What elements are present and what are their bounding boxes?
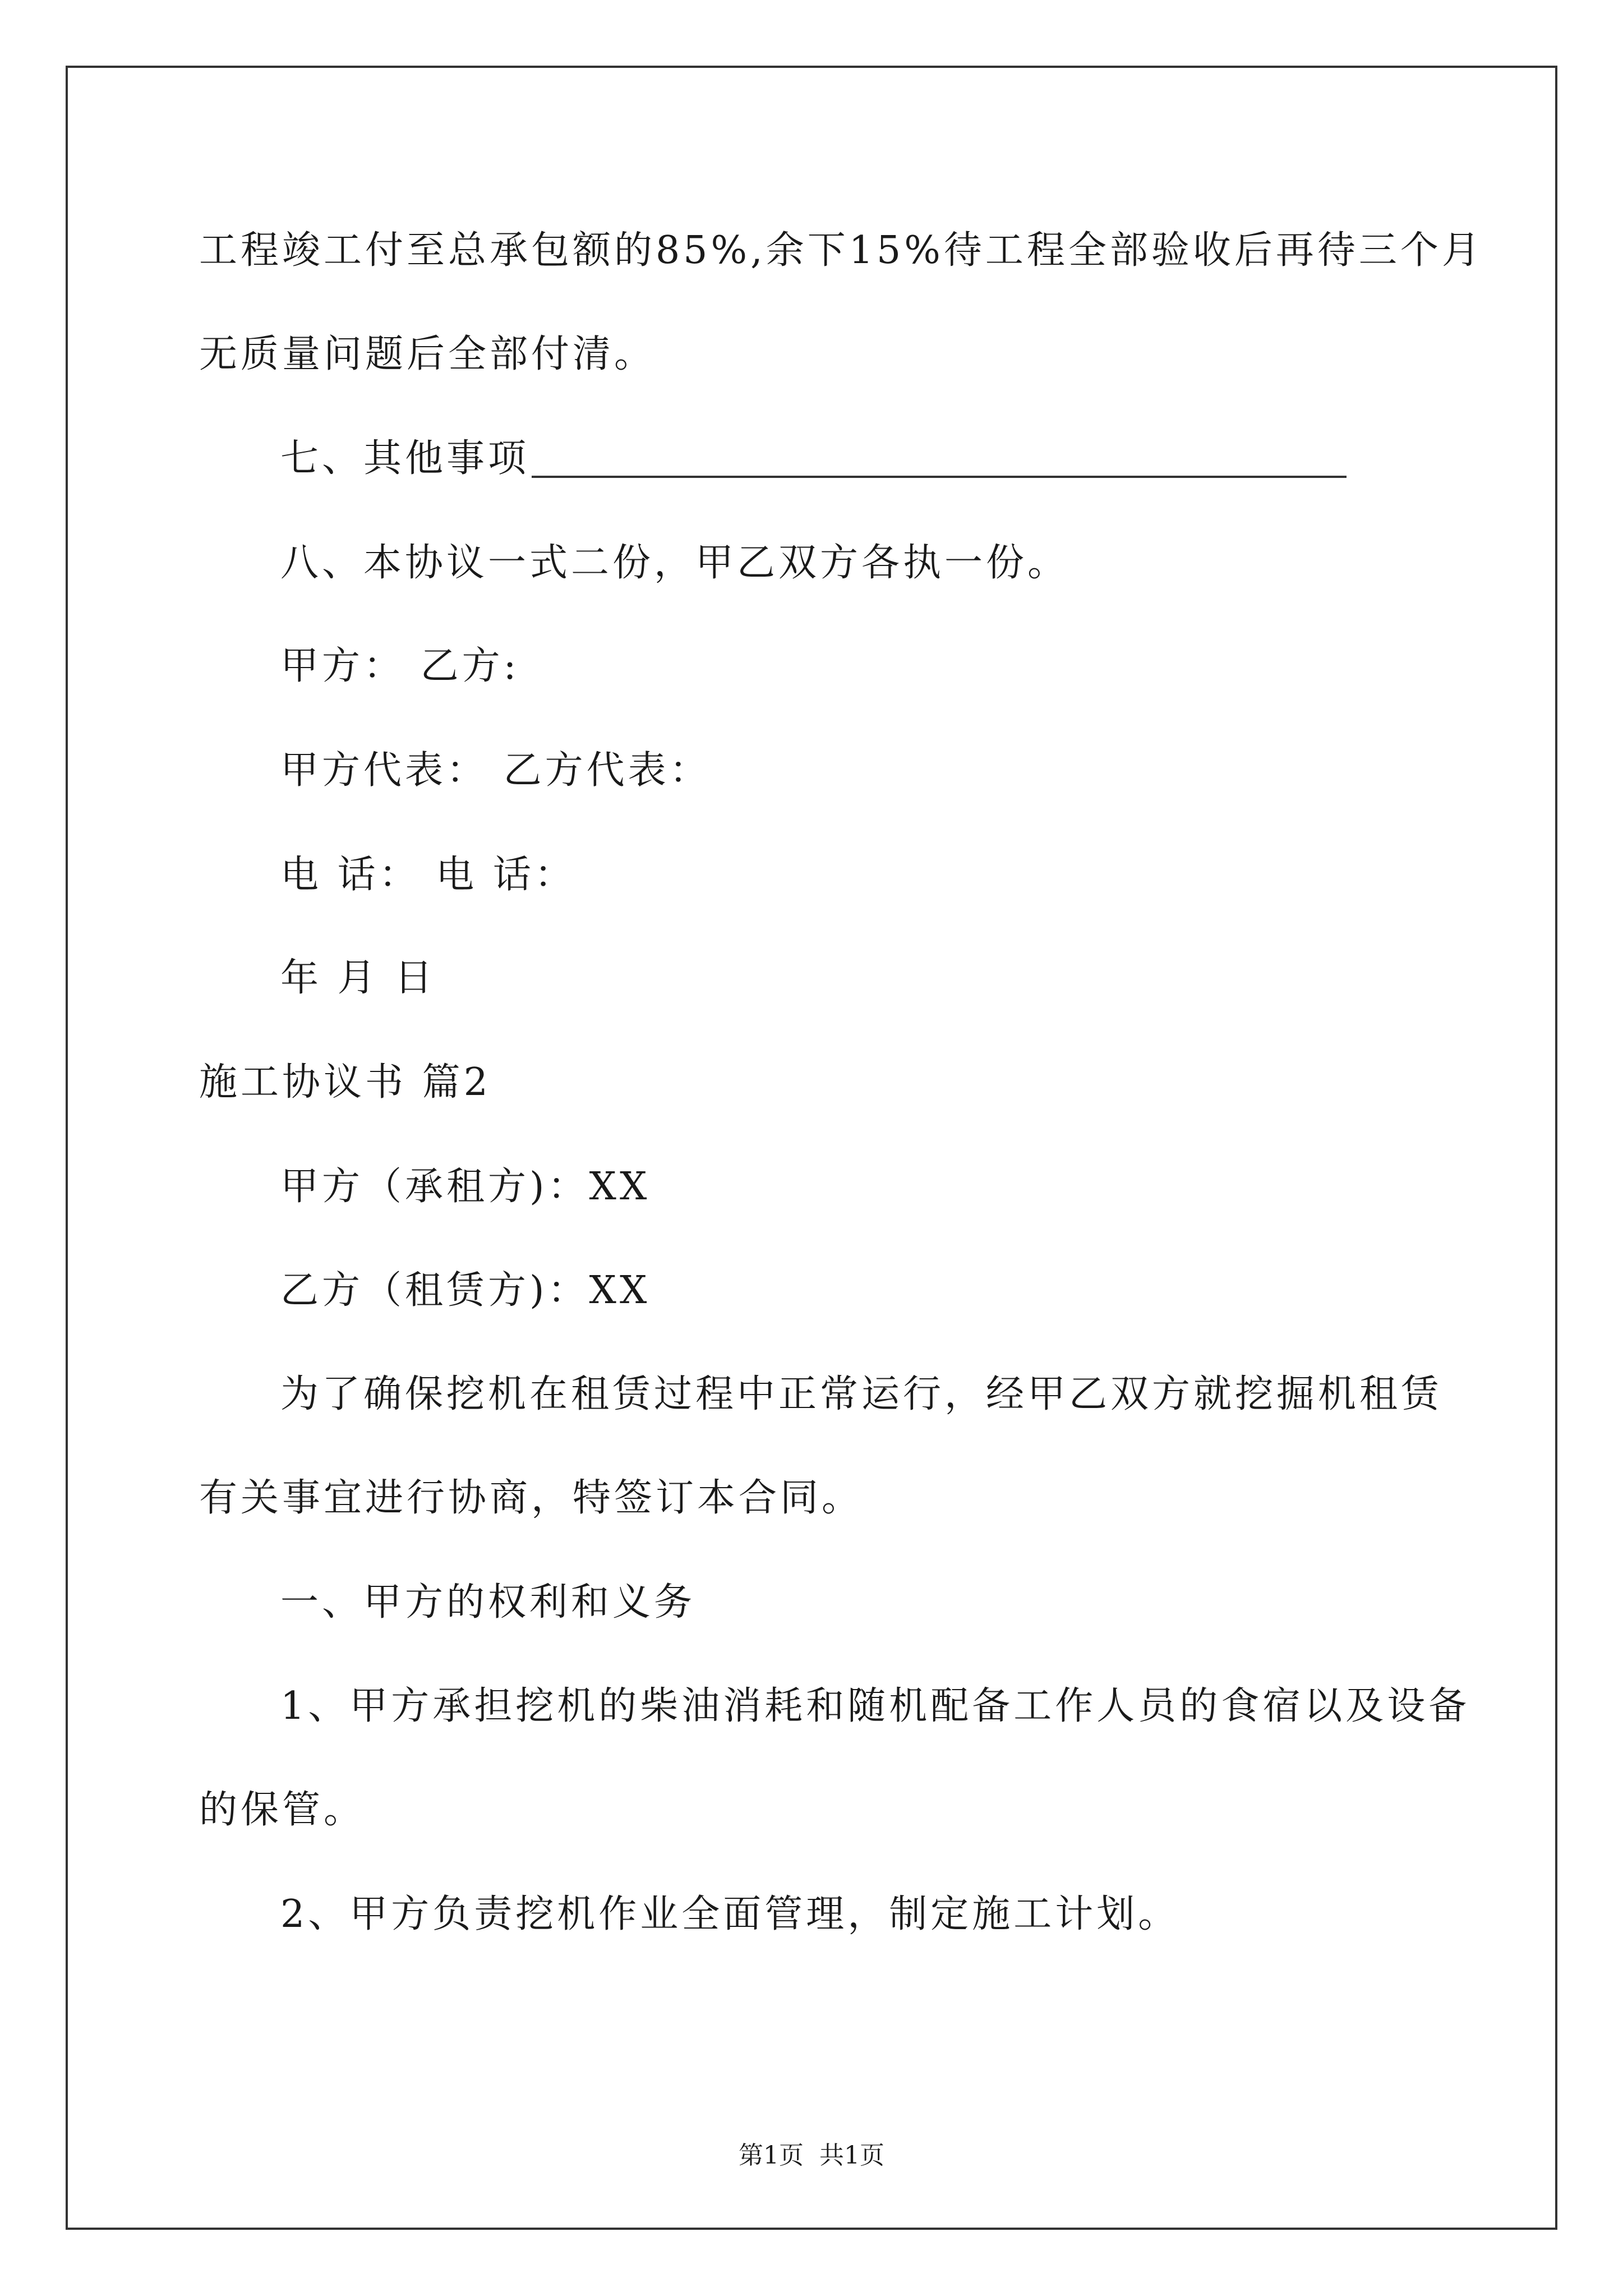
clause-other-matters <box>280 436 1347 481</box>
party-b-line: 乙方（租赁方)：XX <box>280 1268 651 1313</box>
paragraph-line: 1、甲方承担挖机的柴油消耗和随机配备工作人员的食宿以及设备 <box>280 1684 1470 1728</box>
clause-label: 七、其他事项 <box>280 436 530 481</box>
paragraph-line: 工程竣工付至总承包额的85%,余下15%待工程全部验收后再待三个月 <box>199 228 1483 273</box>
paragraph-line: 2、甲方负责挖机作业全面管理，制定施工计划。 <box>280 1892 1180 1936</box>
paragraph-line: 无质量问题后全部付清。 <box>199 332 656 376</box>
section-heading: 施工协议书 篇2 <box>199 1060 491 1105</box>
page-number-total: 共1页 <box>819 2141 884 2170</box>
clause-heading: 一、甲方的权利和义务 <box>280 1580 696 1625</box>
paragraph-line: 有关事宜进行协商，特签订本合同。 <box>199 1476 864 1520</box>
party-representatives-line: 甲方代表： 乙方代表： <box>280 748 711 793</box>
page-footer <box>0 2143 1623 2168</box>
paragraph-line: 为了确保挖机在租赁过程中正常运行，经甲乙双方就挖掘机租赁 <box>280 1372 1443 1416</box>
date-line: 年 月 日 <box>280 956 436 1000</box>
page-number-current: 第1页 <box>739 2141 804 2170</box>
paragraph-line: 八、本协议一式二份，甲乙双方各执一份。 <box>280 541 1069 585</box>
paragraph-line: 的保管。 <box>199 1788 366 1832</box>
fill-in-blank <box>532 440 1347 478</box>
party-a-line: 甲方（承租方)：XX <box>280 1165 651 1209</box>
phone-line: 电 话： 电 话： <box>280 853 576 897</box>
party-names-line: 甲方： 乙方: <box>280 644 520 688</box>
